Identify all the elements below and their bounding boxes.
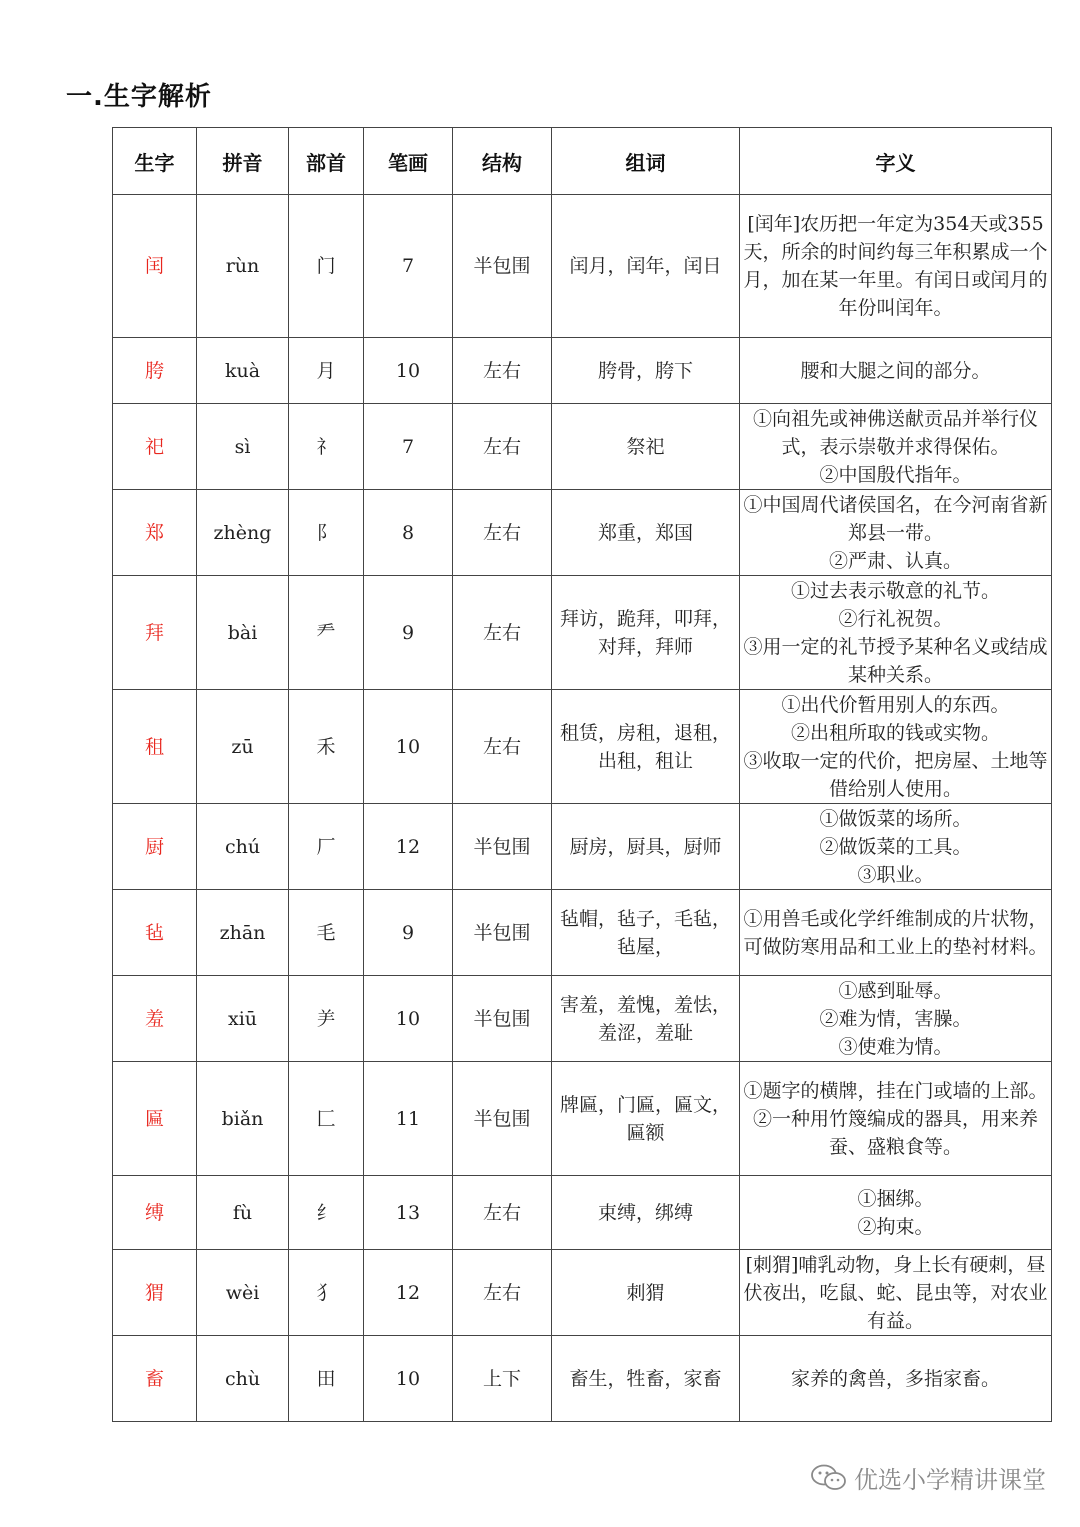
watermark-text: 优选小学精讲课堂	[854, 1466, 1046, 1494]
structure-cell: 上下	[453, 1336, 552, 1422]
strokes-cell: 10	[364, 690, 453, 804]
meaning-line: ②拘束。	[857, 1215, 934, 1238]
meaning-line: ③职业。	[857, 863, 934, 886]
meaning-cell	[740, 890, 1052, 976]
structure-cell: 左右	[453, 404, 552, 490]
table-row	[113, 195, 1052, 338]
radical-cell: 匚	[289, 1062, 364, 1176]
meaning-cell	[740, 490, 1052, 576]
meaning-line: [闰年]农历把一年定为354天或355天，所余的时间约每三年积累成一个月，加在某一年里。有闰日或闰月的年份叫闰年。	[743, 213, 1048, 319]
radical-cell: 阝	[289, 490, 364, 576]
char-cell: 缚	[113, 1176, 197, 1250]
structure-cell: 左右	[453, 690, 552, 804]
page-title: 一.生字解析	[66, 82, 212, 112]
meaning-line: ①中国周代诸侯国名，在今河南省新郑县一带。	[743, 493, 1048, 544]
char-cell: 猬	[113, 1250, 197, 1336]
char-cell: 闰	[113, 195, 197, 338]
meaning-cell	[740, 1176, 1052, 1250]
words-cell: 厨房，厨具，厨师	[552, 804, 740, 890]
words-cell: 拜访，跪拜，叩拜，对拜，拜师	[552, 576, 740, 690]
words-cell: 毡帽，毡子，毛毡，毡屋，	[552, 890, 740, 976]
header-structure: 结构	[453, 128, 552, 195]
strokes-cell: 8	[364, 490, 453, 576]
char-cell: 郑	[113, 490, 197, 576]
words-cell: 牌匾，门匾，匾文，匾额	[552, 1062, 740, 1176]
radical-cell: 禾	[289, 690, 364, 804]
meaning-line: ①做饭菜的场所。	[819, 807, 972, 830]
meaning-line: ②难为情，害臊。	[819, 1007, 972, 1030]
pinyin-cell: kuà	[197, 338, 289, 404]
header-meaning: 字义	[740, 128, 1052, 195]
char-cell: 厨	[113, 804, 197, 890]
strokes-cell: 11	[364, 1062, 453, 1176]
structure-cell: 左右	[453, 338, 552, 404]
table-row	[113, 404, 1052, 490]
meaning-line: [刺猬]哺乳动物，身上长有硬刺，昼伏夜出，吃鼠、蛇、昆虫等，对农业有益。	[743, 1253, 1048, 1332]
structure-cell: 左右	[453, 576, 552, 690]
words-cell: 畜生，牲畜，家畜	[552, 1336, 740, 1422]
char-cell: 租	[113, 690, 197, 804]
meaning-line: 家养的禽兽，多指家畜。	[790, 1367, 1000, 1390]
structure-cell: 半包围	[453, 1062, 552, 1176]
meaning-cell	[740, 576, 1052, 690]
strokes-cell: 7	[364, 195, 453, 338]
strokes-cell: 7	[364, 404, 453, 490]
radical-cell: ⺶	[289, 976, 364, 1062]
meaning-cell	[740, 1336, 1052, 1422]
table-row	[113, 576, 1052, 690]
meaning-line: ②一种用竹篾编成的器具，用来养蚕、盛粮食等。	[752, 1107, 1038, 1158]
character-table	[112, 127, 1052, 1422]
words-cell: 租赁，房租，退租，出租，租让	[552, 690, 740, 804]
meaning-line: ①出代价暂用别人的东西。	[781, 693, 1010, 716]
meaning-cell	[740, 338, 1052, 404]
pinyin-cell: xiū	[197, 976, 289, 1062]
pinyin-cell: zhān	[197, 890, 289, 976]
meaning-line: ①用兽毛或化学纤维制成的片状物，可做防寒用品和工业上的垫衬材料。	[743, 907, 1048, 958]
pinyin-cell: rùn	[197, 195, 289, 338]
pinyin-cell: wèi	[197, 1250, 289, 1336]
strokes-cell: 12	[364, 1250, 453, 1336]
meaning-line: ①向祖先或神佛送献贡品并举行仪式，表示崇敬并求得保佑。	[752, 407, 1038, 458]
pinyin-cell: chú	[197, 804, 289, 890]
meaning-cell	[740, 804, 1052, 890]
radical-cell: 田	[289, 1336, 364, 1422]
char-cell: 畜	[113, 1336, 197, 1422]
pinyin-cell: chù	[197, 1336, 289, 1422]
char-cell: 毡	[113, 890, 197, 976]
pinyin-cell: biǎn	[197, 1062, 289, 1176]
meaning-cell	[740, 1250, 1052, 1336]
char-cell: 胯	[113, 338, 197, 404]
table-row	[113, 1176, 1052, 1250]
meaning-line: ①题字的横牌，挂在门或墙的上部。	[743, 1079, 1048, 1102]
meaning-cell	[740, 404, 1052, 490]
char-cell: 祀	[113, 404, 197, 490]
table-row	[113, 1336, 1052, 1422]
header-strokes: 笔画	[364, 128, 453, 195]
words-cell: 闰月，闰年，闰日	[552, 195, 740, 338]
radical-cell: 月	[289, 338, 364, 404]
meaning-cell	[740, 690, 1052, 804]
table-row	[113, 1062, 1052, 1176]
meaning-line: ②行礼祝贺。	[838, 607, 953, 630]
watermark	[810, 1460, 1046, 1495]
radical-cell: 门	[289, 195, 364, 338]
radical-cell: 纟	[289, 1176, 364, 1250]
table-row	[113, 804, 1052, 890]
words-cell: 束缚，绑缚	[552, 1176, 740, 1250]
radical-cell: 毛	[289, 890, 364, 976]
words-cell: 郑重，郑国	[552, 490, 740, 576]
table-header-row	[113, 128, 1052, 195]
strokes-cell: 13	[364, 1176, 453, 1250]
structure-cell: 左右	[453, 1176, 552, 1250]
header-words: 组词	[552, 128, 740, 195]
strokes-cell: 10	[364, 976, 453, 1062]
table-row	[113, 338, 1052, 404]
table-row	[113, 1250, 1052, 1336]
char-cell: 羞	[113, 976, 197, 1062]
header-pinyin: 拼音	[197, 128, 289, 195]
pinyin-cell: sì	[197, 404, 289, 490]
radical-cell: 犭	[289, 1250, 364, 1336]
meaning-line: 腰和大腿之间的部分。	[800, 359, 991, 382]
char-cell: 匾	[113, 1062, 197, 1176]
meaning-line: ①感到耻辱。	[838, 979, 953, 1002]
structure-cell: 半包围	[453, 804, 552, 890]
strokes-cell: 9	[364, 576, 453, 690]
table-row	[113, 490, 1052, 576]
meaning-line: ①捆绑。	[857, 1187, 934, 1210]
meaning-cell	[740, 1062, 1052, 1176]
structure-cell: 半包围	[453, 890, 552, 976]
strokes-cell: 10	[364, 338, 453, 404]
header-char: 生字	[113, 128, 197, 195]
words-cell: 害羞，羞愧，羞怯，羞涩，羞耻	[552, 976, 740, 1062]
strokes-cell: 9	[364, 890, 453, 976]
words-cell: 祭祀	[552, 404, 740, 490]
pinyin-cell: zū	[197, 690, 289, 804]
table-row	[113, 890, 1052, 976]
wechat-icon	[810, 1464, 848, 1492]
structure-cell: 左右	[453, 490, 552, 576]
structure-cell: 左右	[453, 1250, 552, 1336]
pinyin-cell: fù	[197, 1176, 289, 1250]
strokes-cell: 12	[364, 804, 453, 890]
radical-cell: 礻	[289, 404, 364, 490]
meaning-line: ③使难为情。	[838, 1035, 953, 1058]
meaning-line: ②出租所取的钱或实物。	[790, 721, 1000, 744]
char-cell: 拜	[113, 576, 197, 690]
table-row	[113, 976, 1052, 1062]
words-cell: 刺猬	[552, 1250, 740, 1336]
meaning-line: ②严肃、认真。	[828, 549, 962, 572]
structure-cell: 半包围	[453, 195, 552, 338]
structure-cell: 半包围	[453, 976, 552, 1062]
meaning-line: ②中国殷代指年。	[819, 463, 972, 486]
meaning-line: ①过去表示敬意的礼节。	[790, 579, 1000, 602]
words-cell: 胯骨，胯下	[552, 338, 740, 404]
meaning-cell	[740, 195, 1052, 338]
meaning-line: ③用一定的礼节授予某种名义或结成某种关系。	[743, 635, 1048, 686]
radical-cell: 厂	[289, 804, 364, 890]
table-row	[113, 690, 1052, 804]
meaning-line: ②做饭菜的工具。	[819, 835, 972, 858]
pinyin-cell: bài	[197, 576, 289, 690]
header-radical: 部首	[289, 128, 364, 195]
pinyin-cell: zhèng	[197, 490, 289, 576]
radical-cell: 龵	[289, 576, 364, 690]
strokes-cell: 10	[364, 1336, 453, 1422]
meaning-cell	[740, 976, 1052, 1062]
meaning-line: ③收取一定的代价，把房屋、土地等借给别人使用。	[743, 749, 1048, 800]
